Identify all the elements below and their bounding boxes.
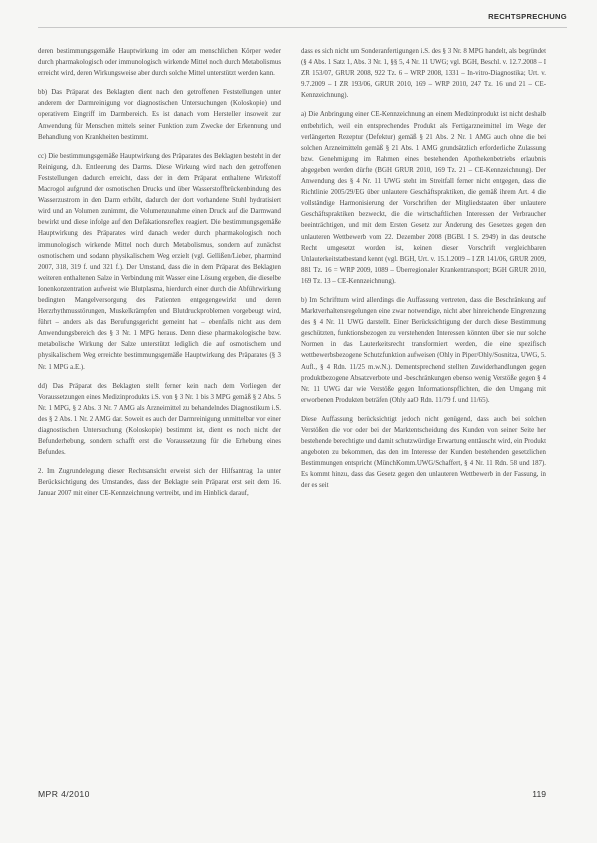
right-column (301, 46, 546, 500)
section-title: RECHTSPRECHUNG (488, 12, 567, 21)
paragraph: deren bestimmungsgemäße Hauptwirkung im oder am menschlichen Körper weder durch pharmakologisch oder immunologisch wirkende Mittel noch durch Metabolismus erreicht wird, deren Wirkungsweise aber durch solche Mittel unterstützt werden kann. (38, 48, 281, 78)
paragraph: bb) Das Präparat des Beklagten dient nach den getroffenen Feststellungen unter anderem der Darmreinigung vor diagnostischen Untersuchungen (Koloskopie) und operativem Eingriff im Darmbereich. Es ist danach vom Hersteller insoweit zur Anwendung für Menschen mittels seiner Funktion zum Zwecke der Erkennung und Behandlung von Krankheiten bestimmt. (38, 89, 281, 141)
paragraph: dd) Das Präparat des Beklagten stellt ferner kein nach dem Vorliegen der Voraussetzungen eines Medizinprodukts i.S. von § 3 Nr. 1 bis 3 MPG gemäß § 2 Abs. 5 Nr. 1 MPG, § 2 Abs. 3 Nr. 7 AMG als Arzneimittel zu behandelndes Diagnostikum i.S. des § 2 Abs. 1 Nr. 2 AMG dar. Soweit es auch der Darmreinigung unmittelbar vor einer diagnostischen Untersuchung (Koloskopie) bestimmt ist, dient es noch nicht der Befunderhebung, sondern schafft erst die Voraussetzung für die Erhebung eines Befundes. (38, 382, 281, 457)
header-divider (38, 27, 567, 28)
journal-issue: MPR 4/2010 (38, 789, 90, 799)
page-number: 119 (532, 789, 546, 799)
paragraph: b) Im Schrifttum wird allerdings die Auffassung vertreten, dass die Beschränkung auf Marktverhaltensregelungen eine zwar notwendige, nicht aber hinreichende Eingrenzung des § 4 Nr. 11 UWG darstellt. Einer Berücksichtigung der durch diese Bestimmung geschützten, funktionsbezogen zu verstehenden Interessen könnten über sie nur solche Normen in das Lauterkeitsrecht transformiert werden, die eine spezifisch wettbewerbsbezogene Schutzfunktion aufweisen (Ohly in Piper/Ohly/Sosnitza, UWG, 5. Aufl., § 4 Rdn. 11/25 m.w.N.). Dementsprechend stellten Zuwiderhandlungen gegen produktbezogene Absatzverbote und -beschränkungen ebenso wenig Verstöße gegen § 4 Nr. 11 UWG dar wie Verstöße gegen Informationspflichten, die den Umgang mit erworbenen Produkten beträfen (Ohly aaO Rdn. 11/79 f. und 11/65). (301, 296, 546, 404)
paragraph: dass es sich nicht um Sonderanfertigungen i.S. des § 3 Nr. 8 MPG handelt, als begründet (§ 4 Abs. 1 Satz 1, Abs. 3 Nr. 1, §§ 5, 4 Nr. 11 UWG; vgl. BGH, Beschl. v. 12.7.2008 – I ZR 153/07, GRUR 2008, 922 Tz. 6 – WRP 2008, 1331 – In-vitro-Diagnostika; Urt. v. 9.7.2009 – I ZR 193/06, GRUR 2010, 169 – WRP 2010, 247 Tz. 16 und 21 – CE-Kennzeichnung). (301, 48, 546, 100)
left-column (38, 46, 281, 508)
paragraph: a) Die Anbringung einer CE-Kennzeichnung an einem Medizinprodukt ist nicht deshalb entbehrlich, weil ein entsprechendes Produkt als Fertigarzneimittel im Wege der verlängerten Rezeptur (Defektur) gemäß § 21 Abs. 2 Nr. 1 AMG auch ohne die bei solchen Arzneimitteln gemäß § 21 Abs. 1 AMG grundsätzlich erforderliche Zulassung bzw. Genehmigung im Rahmen eines bestehenden Apothekenbetriebs erlaubnis abgegeben werden dürfte (BGH GRUR 2010, 169 Tz. 21 – CE-Kennzeichnung). Der Anwendung des § 4 Nr. 11 UWG steht im Streitfall ferner nicht entgegen, dass die Richtlinie 2005/29/EG über unlautere Geschäftspraktiken, die gemäß ihrem Art. 4 die vollständige Harmonisierung der Vorschriften der Mitgliedstaaten über unlautere Geschäftspraktiken bezweckt, die die wirtschaftlichen Interessen der Verbraucher beeinträchtigen, und mit dem Ersten Gesetz zur Änderung des Gesetzes gegen den unlauteren Wettbewerb vom 22. Dezember 2008 (BGBl. I S. 2949) in das deutsche Recht umgesetzt worden ist, keinen dieser Vorschrift vergleichbaren Unlauterkeitstatbestand kennt (vgl. BGH, Urt. v. 15.1.2009 – I ZR 141/06, GRUR 2009, 881 Tz. 16 = WRP 2009, 1089 – Überregionaler Krankentransport; BGH GRUR 2010, 169 Tz. 13 – CE-Kennzeichnung). (301, 111, 546, 285)
paragraph: cc) Die bestimmungsgemäße Hauptwirkung des Präparates des Beklagten besteht in der Reinigung, d.h. Entleerung des Darms. Diese Wirkung wird nach den getroffenen Feststellungen dadurch erreicht, dass der in dem Präparat enthaltene Wirkstoff Macrogol aufgrund der osmotischen Drucks und über Wasserstoffbrückenbindung des Wasserzustrom in den Darm erhöht, dadurch der dort vorhandene Stuhl hydratisiert wird und an Volumen zunimmt, die Volumenzunahme einen Druck auf die Darmwand bewirkt und diese infolge auf den Defäkationsreflex reagiert. Die bestimmungsgemäße Hauptwirkung des Präparates wird danach weder durch pharmakologisch noch immunologisch wirkende Mittel noch durch Metabolismus, sondern auf zunächst osmotischem und sodann physikalischem Weg erzielt (vgl. Gellißen/Lieber, pharmind 2007, 318, 319 f. und 321 f.). Der Umstand, dass die in dem Präparat des Beklagten weiteren enthaltenen Salze in Verbindung mit Wasser eine Lösung ergeben, die dieselbe Ionenkonzentration aufweist wie Blutplasma, hierdurch einer durch die Abführwirkung bedingten Mangelversorgung des Patienten entgegengewirkt und deren Herzrhythmusstörungen, Muskelkrämpfen und Blutdruckproblemen vorgebeugt wird, führt – anders als das Berufungsgericht gemeint hat – ebenfalls nicht aus dem Anwendungsbereich des § 3 Nr. 1 MPG heraus. Denn diese pharmakologische bzw. metabolische Wirkung der Salze unterstützt lediglich die auf osmotischem und physikalischem Weg erreichte bestimmungsgemäße Hauptwirkung des Präparates (§ 3 Nr. 1 MPG a.E.). (38, 152, 281, 371)
paragraph: 2. Im Zugrundelegung dieser Rechtsansicht erweist sich der Hilfsantrag 1a unter Berücksichtigung des Umstandes, dass der Beklagte sein Präparat erst seit dem 16. Januar 2007 mit einer CE-Kennzeichnung vertreibt, und im Hinblick darauf, (38, 468, 281, 498)
paragraph: Diese Auffassung berücksichtigt jedoch nicht genügend, dass auch bei solchen Verstößen die vor oder bei der Marktentscheidung des Kunden von seiner Seite her bestehende berechtigte und damit schutzwürdige Erwartung enttäuscht wird, ein Produkt angeboten zu bekommen, das den im Interesse der Kunden bestehenden gesetzlichen Bestimmungen entspricht (MünchKomm.UWG/Schaffert, § 4 Nr. 11 Rdn. 58 und 187). Es kommt hinzu, dass das Gesetz gegen den unlauteren Wettbewerb in der Fassung, in der es seit (301, 415, 546, 490)
